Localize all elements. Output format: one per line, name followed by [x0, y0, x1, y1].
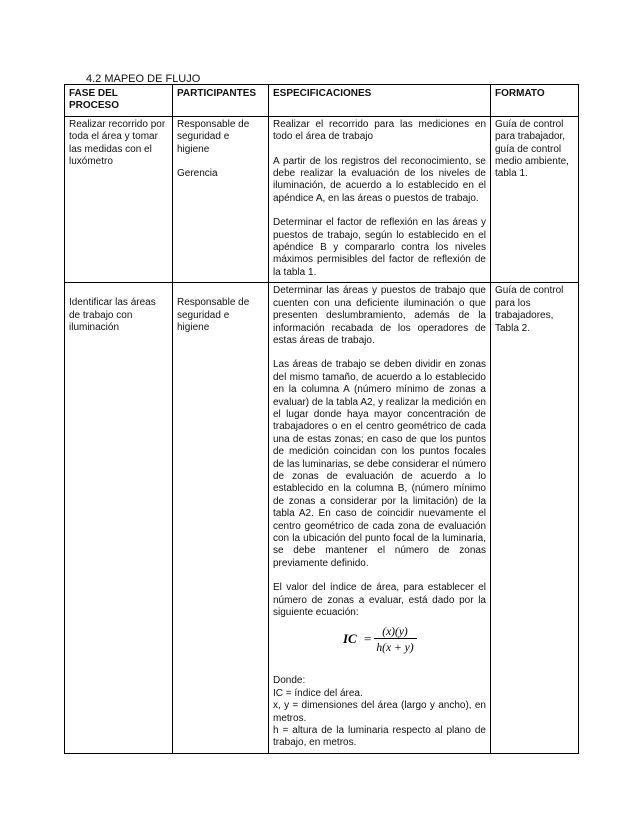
header-especificaciones: ESPECIFICACIONES	[269, 85, 491, 117]
flow-mapping-table	[64, 84, 579, 754]
donde-line: IC = índice del área.	[273, 687, 363, 699]
spec-paragraph: El valor del índice de área, para establecer el número de zonas a evaluar, está dado por la siguiente ecuación:	[273, 582, 486, 619]
table-header-row	[65, 85, 579, 117]
spec-paragraph: Determinar las áreas y puestos de trabajo que cuenten con una deficiente iluminación o que presenten deslumbramiento, además de la información recabada de los operadores de estas áreas de trabajo.	[273, 285, 486, 346]
participant-text: Responsable de seguridad e higiene	[177, 297, 250, 334]
participant-text: Responsable de seguridad e higiene	[177, 118, 250, 155]
header-formato: FORMATO	[491, 85, 579, 117]
donde-line: h = altura de la luminaria respecto al plano de trabajo, en metros.	[273, 725, 486, 749]
table-row	[65, 116, 579, 282]
fase-text: Identificar las áreas de trabajo con iluminación	[69, 297, 156, 334]
cell-especificaciones	[269, 116, 491, 282]
cell-participantes	[173, 283, 269, 754]
cell-formato	[491, 116, 579, 282]
table-row	[65, 283, 579, 754]
formula-lhs: IC	[343, 631, 357, 647]
area-index-formula	[273, 623, 486, 655]
header-participantes: PARTICIPANTES	[173, 85, 269, 117]
donde-line: Donde:	[273, 675, 306, 687]
cell-fase	[65, 283, 173, 754]
participant-text: Gerencia	[177, 168, 218, 180]
spec-paragraph: Determinar el factor de reflexión en las áreas y puestos de trabajo, según lo establecido en el apéndice B y compararlo contra los niveles máximos permisibles del factor de reflexión de la tabla 1.	[273, 217, 486, 278]
cell-participantes	[173, 116, 269, 282]
cell-especificaciones	[269, 283, 491, 754]
spec-paragraph: A partir de los registros del reconocimiento, se debe realizar la evaluación de los niveles de iluminación, de acuerdo a lo establecido en el apéndice A, en las áreas o puestos de trabajo.	[273, 155, 486, 204]
cell-formato	[491, 283, 579, 754]
cell-fase	[65, 116, 173, 282]
formula-graphic	[343, 623, 423, 655]
formula-denominator: h(x + y)	[376, 642, 414, 655]
formula-numerator: (x)(y)	[382, 626, 408, 639]
donde-line: x, y = dimensiones del área (largo y ancho), en metros.	[273, 700, 486, 724]
formato-text: Guía de control para trabajador, guía de control medio ambiente, tabla 1.	[495, 118, 569, 180]
donde-block	[273, 675, 486, 749]
header-fase: FASE DEL PROCESO	[65, 85, 173, 117]
spec-paragraph: Realizar el recorrido para las mediciones en todo el área de trabajo	[273, 118, 486, 143]
fase-text: Realizar recorrido por toda el área y tomar las medidas con el luxómetro	[69, 118, 166, 168]
spec-paragraph: Las áreas de trabajo se deben dividir en zonas del mismo tamaño, de acuerdo a lo establecido en la columna A (número mínimo de zonas a evaluar) de la tabla A2, y realizar la medición en el lugar donde haya mayor concentración de trabajadores o en el centro geométrico de cada una de estas zonas; en caso de que los puntos de medición coincidan con los puntos focales de las luminarias, se debe considerar el número de zonas de evaluación de acuerdo a lo establecido en la columna B, (número mínimo de zonas a considerar por la limitación) de la tabla A2. En caso de coincidir nuevamente el centro geométrico de cada zona de evaluación con la ubicación del punto focal de la luminaria, se debe mantener el número de zonas previamente definido.	[273, 359, 486, 569]
section-title: 4.2 MAPEO DE FLUJO	[86, 73, 201, 85]
formula-equals: =	[364, 631, 372, 647]
formato-text: Guía de control para los trabajadores, Tabla 2.	[495, 285, 564, 334]
